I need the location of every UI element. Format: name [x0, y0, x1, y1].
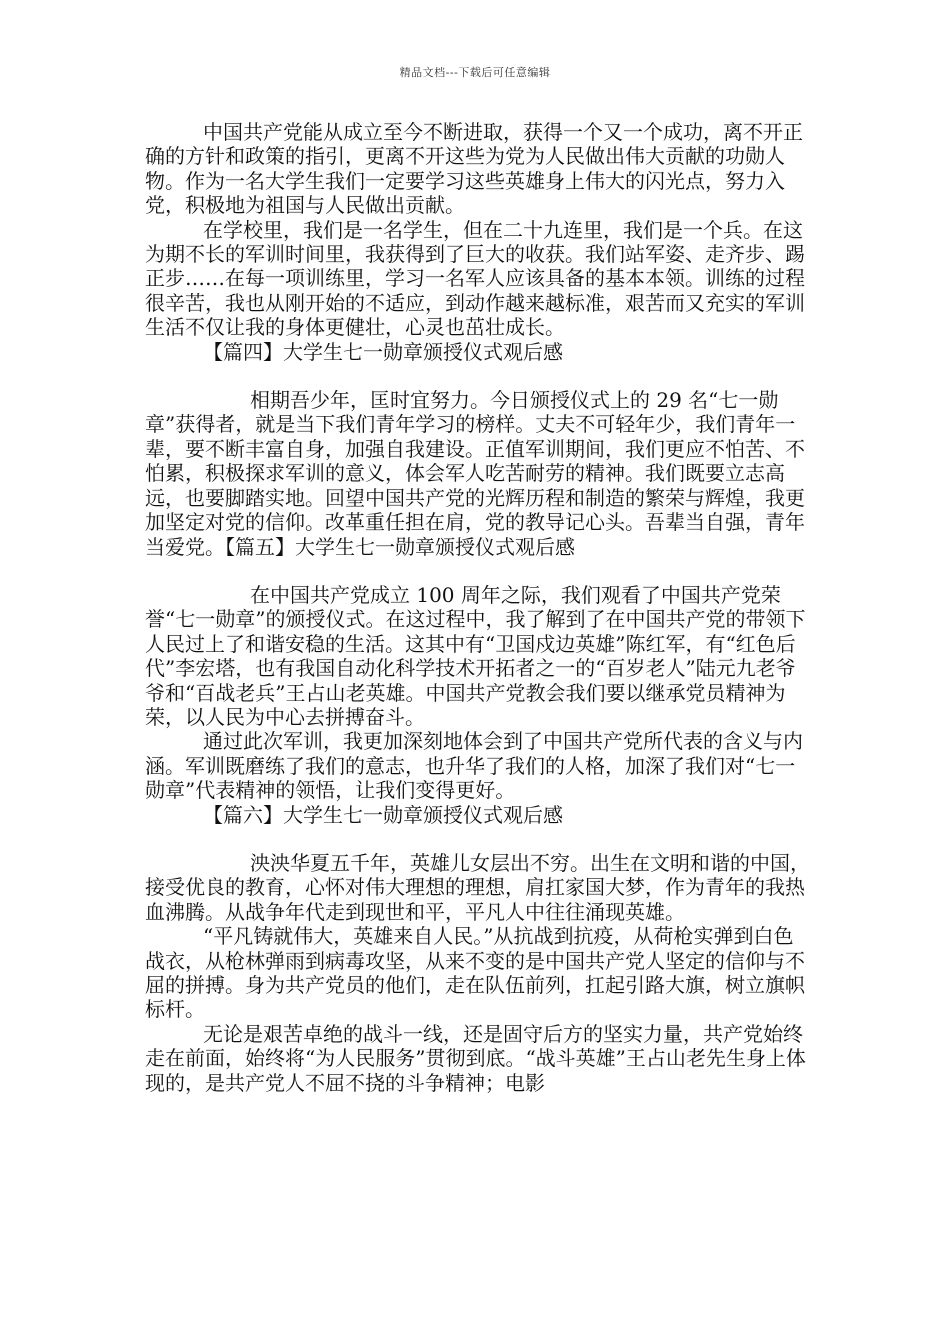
paragraph-8: 无论是艰苦卓绝的战斗一线，还是固守后方的坚实力量，共产党始终走在前面，始终将“为人民服务”贯彻到底。“战斗英雄”王占山老先生身上体现的，是共产党人不屈不挠的斗争精神；电影: [145, 1021, 806, 1095]
paragraph-7: “平凡铸就伟大，英雄来自人民。”从抗战到抗疫，从荷枪实弹到白色战衣，从枪林弹雨到病毒攻坚，从来不变的是中国共产党人坚定的信仰与不屈的拼搏。身为共产党员的他们，走在队伍前列，扛起引路大旗，树立旗帜标杆。: [145, 924, 805, 1022]
paragraph-4: 在中国共产党成立 100 周年之际，我们观看了中国共产党荣誉“七一勋章”的颁授仪式。在这过程中，我了解到了在中国共产党的带领下人民过上了和谐安稳的生活。这其中有“卫国戍边英雄”陈红军，有“红色后代”李宏塔，也有我国自动化科学技术开拓者之一的“百岁老人”陆元九老爷爷和“百战老兵”王占山老英雄。中国共产党教会我们要以继承党员精神为荣，以人民为中心去拼搏奋斗。: [145, 582, 806, 729]
spacer: [145, 559, 810, 583]
spacer: [145, 827, 810, 851]
paragraph-1: 中国共产党能从成立至今不断进取，获得一个又一个成功，离不开正确的方针和政策的指引，更离不开这些为党为人民做出伟大贡献的功勋人物。作为一名大学生我们一定要学习这些英雄身上伟大的闪光点，努力入党，积极地为祖国与人民做出贡献。: [145, 120, 803, 218]
section-heading-4: 【篇四】大学生七一勋章颁授仪式观后感: [203, 339, 563, 364]
paragraph-5: 通过此次军训，我更加深刻地体会到了中国共产党所代表的含义与内涵。军训既磨练了我们的意志，也升华了我们的人格，加深了我们对“七一勋章”代表精神的领悟，让我们变得更好。: [145, 729, 803, 803]
paragraph-2: 在学校里，我们是一名学生，但在二十九连里，我们是一个兵。在这为期不长的军训时间里，我获得到了巨大的收获。我们站军姿、走齐步、踢正步……在每一项训练里，学习一名军人应该具备的基本本领。训练的过程很辛苦，我也从刚开始的不适应，到动作越来越标准，艰苦而又充实的军训生活不仅让我的身体更健壮，心灵也茁壮成长。: [145, 217, 805, 340]
paragraph-6: 泱泱华夏五千年，英雄儿女层出不穷。出生在文明和谐的中国，接受优良的教育，心怀对伟大理想的理想，肩扛家国大梦，作为青年的我热血沸腾。从战争年代走到现世和平，平凡人中往往涌现英雄。: [145, 850, 810, 924]
spacer: [145, 364, 810, 388]
page-header: 精品文档---下载后可任意编辑: [399, 66, 551, 79]
paragraph-3: 相期吾少年，匡时宜努力。今日颁授仪式上的 29 名“七一勋章”获得者，就是当下我们青年学习的榜样。丈夫不可轻年少，我们青年一辈，要不断丰富自身，加强自我建设。正值军训期间，我们更应不怕苦、不怕累，积极探求军训的意义，体会军人吃苦耐劳的精神。我们既要立志高远，也要脚踏实地。回望中国共产党的光辉历程和制造的繁荣与辉煌，我更加坚定对党的信仰。改革重任担在肩，党的教导记心头。吾辈当自强，青年当爱党。【篇五】大学生七一勋章颁授仪式观后感: [145, 388, 805, 559]
section-heading-6: 【篇六】大学生七一勋章颁授仪式观后感: [203, 802, 563, 827]
document-body: [145, 120, 810, 1095]
